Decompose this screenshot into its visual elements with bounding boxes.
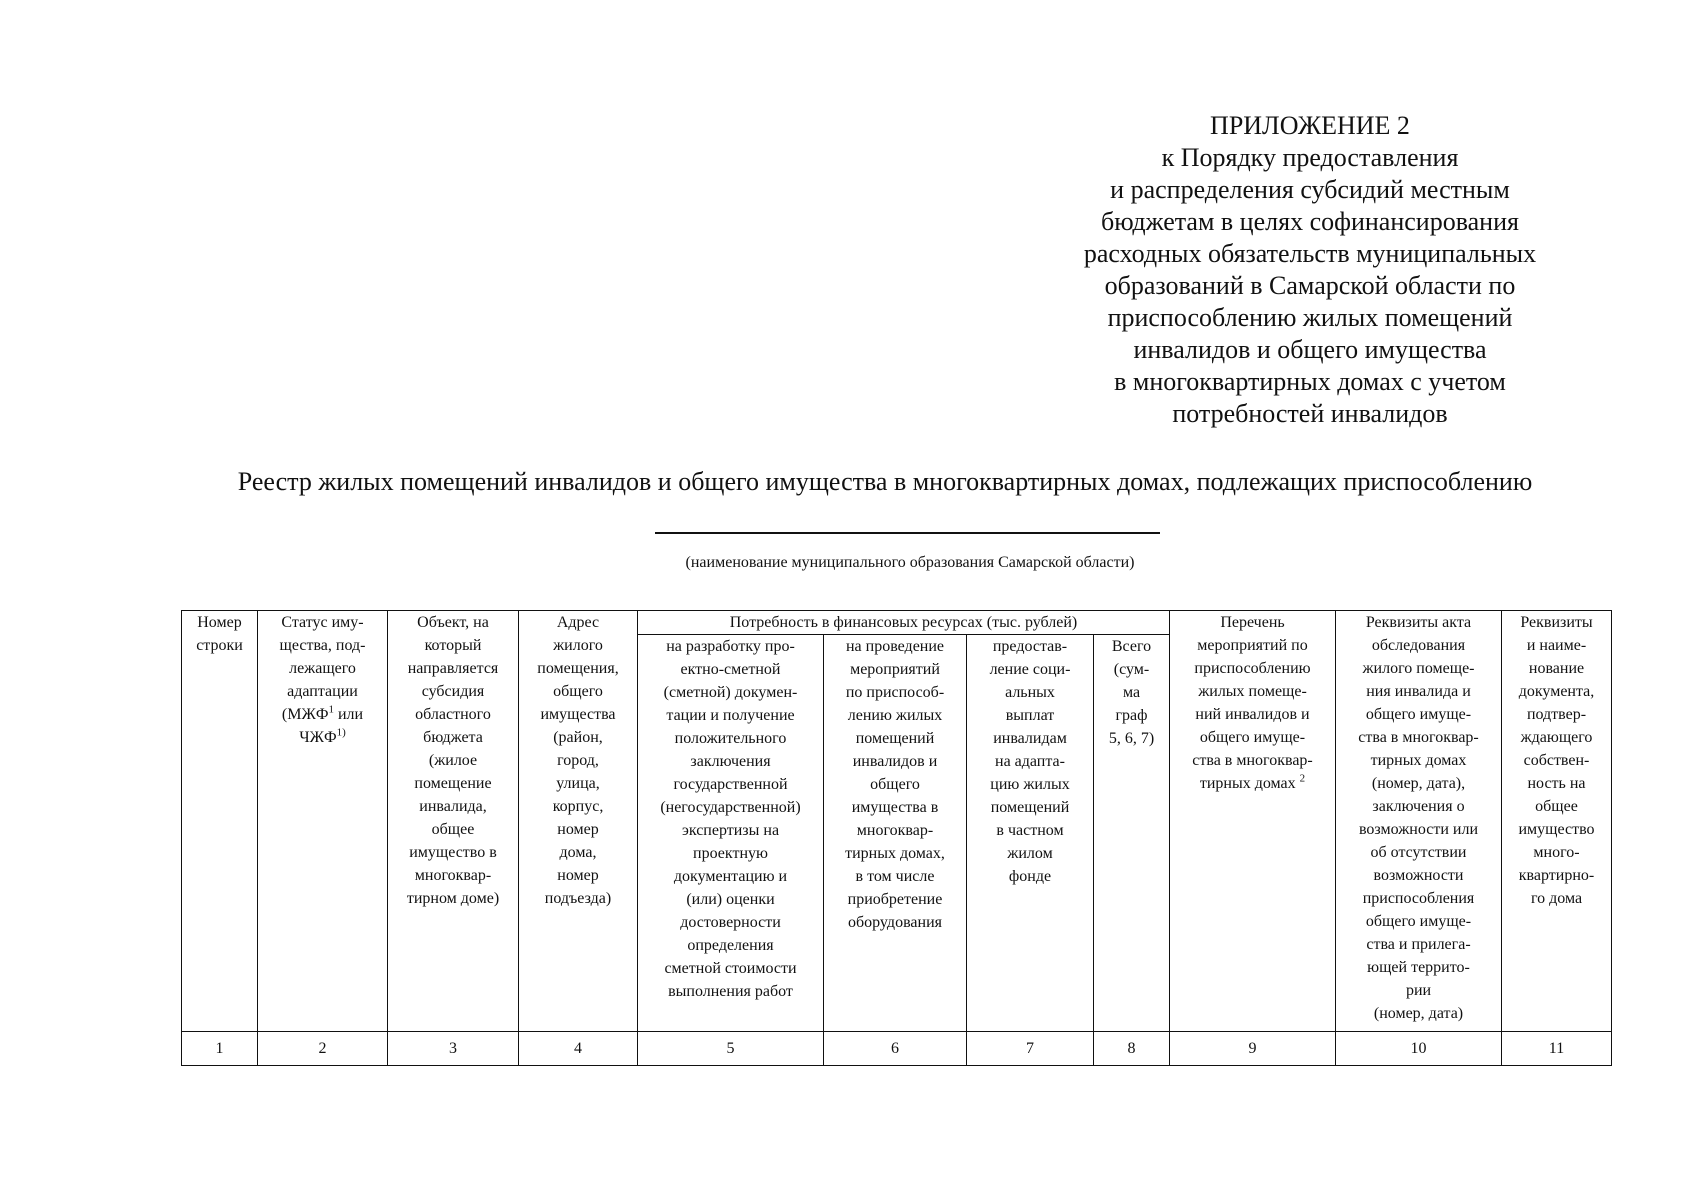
column-number-row bbox=[182, 1032, 1612, 1066]
column-number: 4 bbox=[519, 1032, 638, 1066]
header-adaptation-measures: на проведение мероприятий по приспособ- лению жилых помещений инвалидов и общего имущества в многоквар- тирных домах, в том числе приобретение оборудования bbox=[824, 635, 967, 1032]
column-number: 7 bbox=[967, 1032, 1094, 1066]
appendix-line: приспособлению жилых помещений bbox=[1107, 303, 1513, 332]
header-design-documentation: на разработку про- ектно-сметной (сметной) докумен- тации и получение положительного заключения государственной (негосударственной) экспертизы на проектную документацию и (или) оценки достоверности определения сметной стоимости выполнения работ bbox=[638, 635, 824, 1032]
header-total: Всего (сум- ма граф 5, 6, 7) bbox=[1094, 635, 1170, 1032]
column-number: 9 bbox=[1170, 1032, 1336, 1066]
municipality-fill-line bbox=[655, 532, 1160, 534]
appendix-line: в многоквартирных домах с учетом bbox=[1114, 367, 1506, 396]
appendix-line: расходных обязательств муниципальных bbox=[1083, 239, 1537, 268]
header-measures-list: Перечень мероприятий по приспособлению жилых помеще- ний инвалидов и общего имуще- ства в многоквар- тирных домах $^2$ bbox=[1170, 611, 1336, 1032]
appendix-line: образований в Самарской области по bbox=[1104, 271, 1516, 300]
header-inspection-act: Реквизиты акта обследования жилого помеще- ния инвалида и общего имуще- ства в многоквар- тирных домах (номер, дата), заключения о возможности или об отсутствии возможности приспособления общего имуще- ства и прилега- ющей террито- рии (номер, дата) bbox=[1336, 611, 1502, 1032]
column-number: 10 bbox=[1336, 1032, 1502, 1066]
appendix-line: инвалидов и общего имущества bbox=[1133, 335, 1487, 364]
appendix-line: к Порядку предоставления bbox=[1161, 143, 1459, 172]
appendix-line: потребностей инвалидов bbox=[1172, 399, 1448, 428]
registry-title: Реестр жилых помещений инвалидов и общего имущества в многоквартирных домах, подлежащих приспособлению bbox=[237, 467, 1533, 496]
header-financial-needs-group: Потребность в финансовых ресурсах (тыс. рублей) bbox=[638, 611, 1170, 635]
header-subsidy-object: Объект, на который направляется субсидия областного бюджета (жилое помещение инвалида, общее имущество в многоквар- тирном доме) bbox=[388, 611, 519, 1032]
appendix-line: бюджетам в целях софинансирования bbox=[1101, 207, 1519, 236]
column-number: 8 bbox=[1094, 1032, 1170, 1066]
header-property-status: Статус иму- щества, под- лежащего адаптации (МЖФ$^1$ или ЧЖФ$^{1)}$ bbox=[258, 611, 388, 1032]
header-row-number: Номер строки bbox=[182, 611, 258, 1032]
column-number: 6 bbox=[824, 1032, 967, 1066]
appendix-header bbox=[1020, 110, 1600, 430]
column-number: 5 bbox=[638, 1032, 824, 1066]
column-number: 3 bbox=[388, 1032, 519, 1066]
header-ownership-document: Реквизиты и наиме- нование документа, подтвер- ждающего собствен- ность на общее имущество много- квартирно- го дома bbox=[1502, 611, 1612, 1032]
header-address: Адрес жилого помещения, общего имущества (район, город, улица, корпус, номер дома, номер подъезда) bbox=[519, 611, 638, 1032]
column-number: 2 bbox=[258, 1032, 388, 1066]
registry-table bbox=[181, 610, 1612, 1066]
column-number: 11 bbox=[1502, 1032, 1612, 1066]
appendix-line: ПРИЛОЖЕНИЕ 2 bbox=[1210, 111, 1410, 140]
header-social-payments: предостав- ление соци- альных выплат инвалидам на адапта- цию жилых помещений в частном жилом фонде bbox=[967, 635, 1094, 1032]
column-number: 1 bbox=[182, 1032, 258, 1066]
appendix-line: и распределения субсидий местным bbox=[1110, 175, 1510, 204]
municipality-caption: (наименование муниципального образования Самарской области) bbox=[685, 554, 1135, 571]
